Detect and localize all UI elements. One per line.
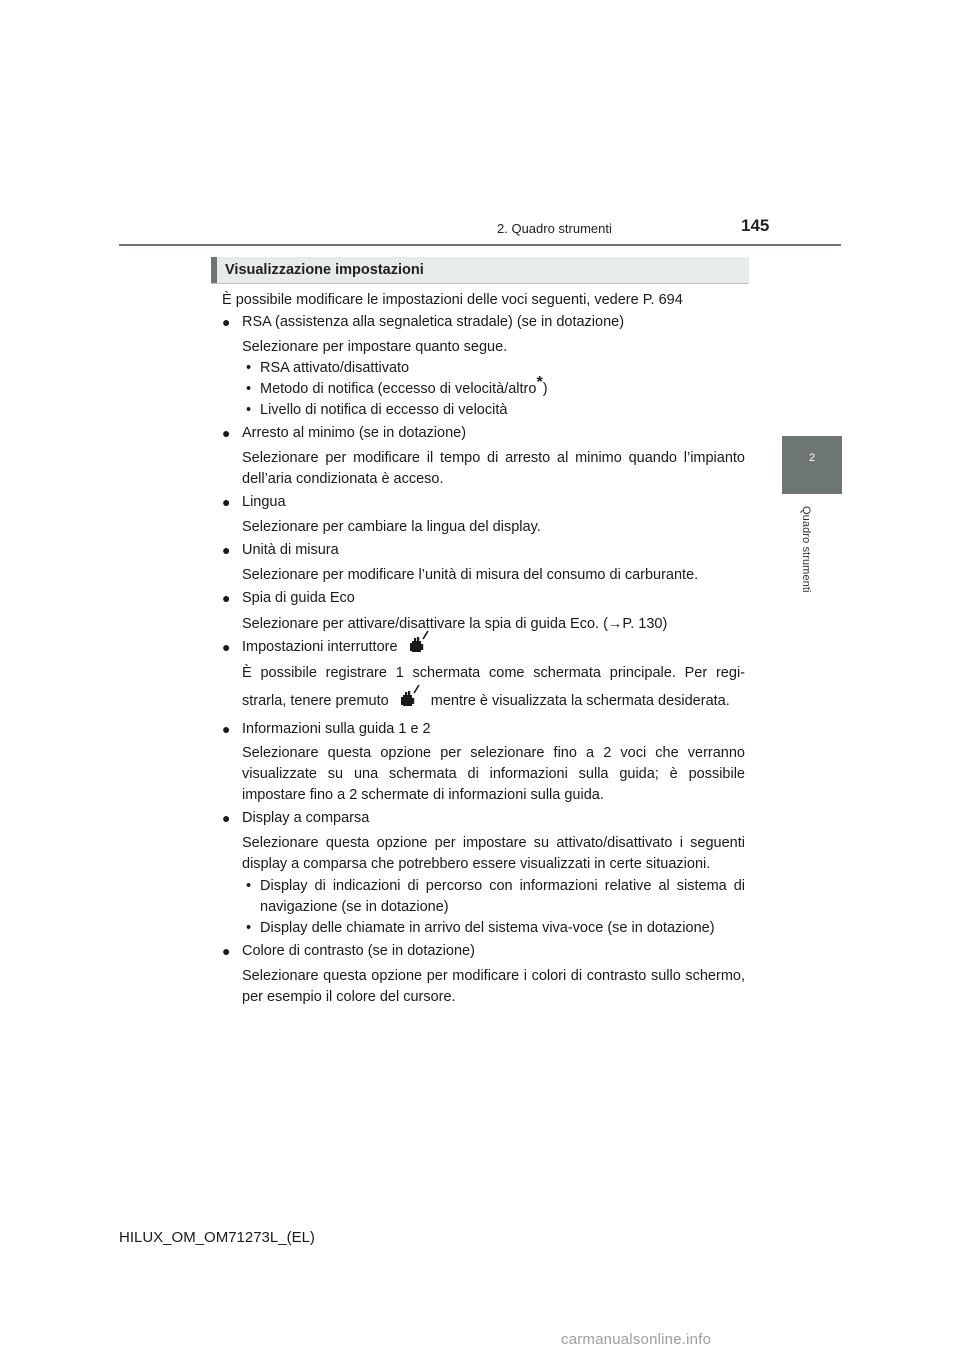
item-eco-title: Spia di guida Eco xyxy=(242,590,355,606)
footnote-asterisk: * xyxy=(536,374,543,392)
bullet-lang: ● xyxy=(222,494,231,510)
item-rsa-sub2 xyxy=(260,374,548,400)
item-lang-desc: Selezionare per cambiare la lingua del display. xyxy=(242,519,541,535)
sub-bullet: • xyxy=(246,878,252,894)
steering-switch-icon xyxy=(406,630,432,656)
item-popup-sub1: Display di indicazioni di percorso con informazioni relative al sistema di navigazione (se in dotazione) xyxy=(260,878,745,915)
steering-switch-icon xyxy=(397,684,423,710)
item-switch-desc2b: mentre è visualizzata la schermata desiderata. xyxy=(430,693,730,709)
section-heading-rule xyxy=(211,283,749,284)
item-rsa-sub2-end: ) xyxy=(542,381,548,397)
sub-bullet: • xyxy=(246,381,252,397)
bullet-switch: ● xyxy=(222,639,231,655)
item-rsa-sub3: Livello di notifica di eccesso di velocità xyxy=(260,402,508,418)
section-heading xyxy=(211,257,749,283)
item-eco-desc xyxy=(242,614,667,635)
chapter-tab-label: Quadro strumenti xyxy=(800,506,812,593)
bullet-eco: ● xyxy=(222,590,231,606)
item-eco-desc-text: Selezionare per attivare/disattivare la spia di guida Eco. ( xyxy=(242,616,608,632)
item-popup-title: Display a comparsa xyxy=(242,810,370,826)
section-heading-text: Visualizzazione impostazioni xyxy=(225,262,424,278)
item-idle-desc: Selezionare per modificare il tempo di arresto al minimo quando l’impianto dell’aria condizionata è acceso. xyxy=(242,450,745,487)
item-switch-title-text: Impostazioni interruttore xyxy=(242,639,398,655)
bullet-popup: ● xyxy=(222,810,231,826)
chapter-tab-number: 2 xyxy=(808,452,816,464)
item-popup-sub2: Display delle chiamate in arrivo del sistema viva-voce (se in dotazione) xyxy=(260,920,715,936)
item-units-desc: Selezionare per modificare l’unità di misura del consumo di carburante. xyxy=(242,567,699,583)
page-reference-link[interactable]: P. 130) xyxy=(622,616,668,632)
item-rsa-sub1: RSA attivato/disattivato xyxy=(260,360,410,376)
header-rule xyxy=(119,244,841,246)
bullet-contrast: ● xyxy=(222,943,231,959)
item-rsa-title: RSA (assistenza alla segnaletica stradale) (se in dotazione) xyxy=(242,314,625,330)
sub-bullet: • xyxy=(246,920,252,936)
item-contrast-desc: Selezionare questa opzione per modificare i colori di contrasto sullo schermo, per esempio il colore del cursore. xyxy=(242,968,745,1005)
item-switch-desc2a: strarla, tenere premuto xyxy=(242,693,389,709)
sub-bullet: • xyxy=(246,402,252,418)
item-popup-desc: Selezionare questa opzione per impostare su attivato/disattivato i seguenti display a comparsa che potrebbero essere visualizzati in certe situazioni. xyxy=(242,835,745,872)
item-drive-info-title: Informazioni sulla guida 1 e 2 xyxy=(242,721,431,737)
intro-text: È possibile modificare le impostazioni delle voci seguenti, vedere P. 694 xyxy=(222,292,683,308)
item-switch-desc2 xyxy=(242,691,730,712)
bullet-drive-info: ● xyxy=(222,721,231,737)
bullet-rsa: ● xyxy=(222,314,231,330)
arrow-icon: → xyxy=(607,616,623,632)
item-switch-desc1: È possibile registrare 1 schermata come schermata principale. Per regi- xyxy=(242,665,745,681)
sub-bullet: • xyxy=(246,360,252,376)
item-rsa-sub2-text: Metodo di notifica (eccesso di velocità/altro xyxy=(260,381,537,397)
document-code-footer: HILUX_OM_OM71273L_(EL) xyxy=(119,1229,315,1246)
item-units-title: Unità di misura xyxy=(242,542,339,558)
item-lang-title: Lingua xyxy=(242,494,286,510)
item-rsa-desc: Selezionare per impostare quanto segue. xyxy=(242,339,508,355)
watermark: carmanualsonline.info xyxy=(561,1331,712,1348)
running-header-section: 2. Quadro strumenti xyxy=(497,221,612,236)
bullet-idle: ● xyxy=(222,425,231,441)
item-idle-title: Arresto al minimo (se in dotazione) xyxy=(242,425,467,441)
page-number: 145 xyxy=(741,216,770,235)
bullet-units: ● xyxy=(222,542,231,558)
chapter-tab xyxy=(782,436,842,494)
item-drive-info-desc: Selezionare questa opzione per selezionare fino a 2 voci che verranno visualizzate su una schermata di informazioni sulla guida; è possibile impostare fino a 2 schermate di informazioni sulla guida. xyxy=(242,745,745,803)
item-contrast-title: Colore di contrasto (se in dotazione) xyxy=(242,943,475,959)
item-switch-title xyxy=(242,637,436,658)
